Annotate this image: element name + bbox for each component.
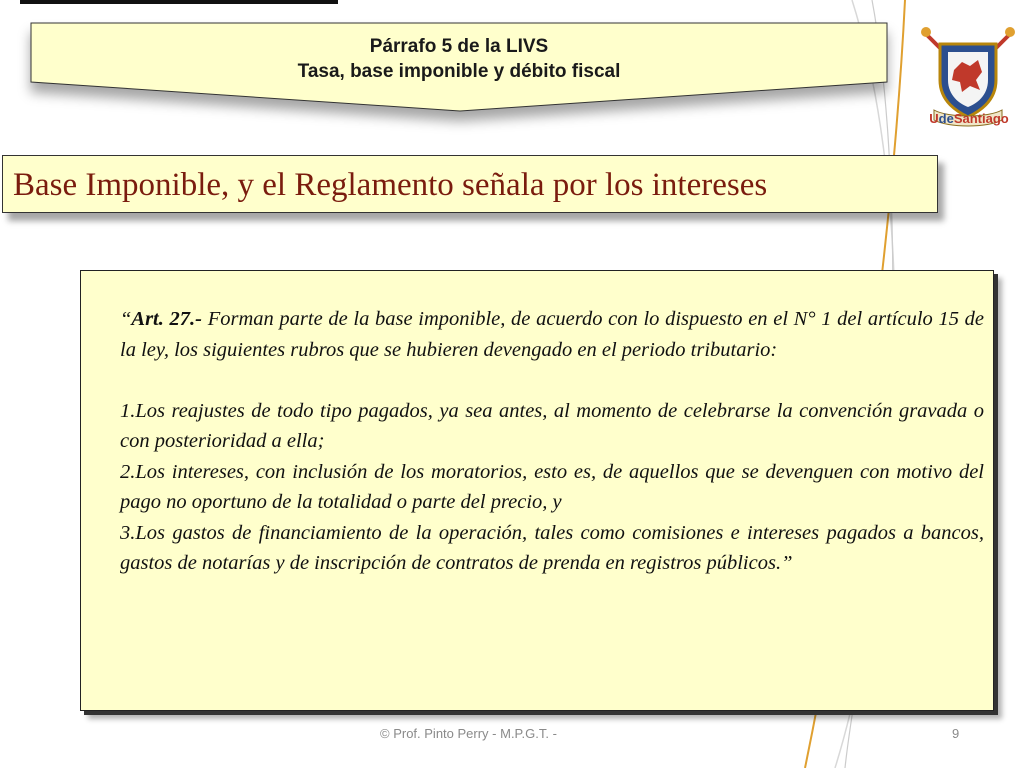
- slide-title: Base Imponible, y el Reglamento señala por los intereses: [13, 167, 768, 203]
- quote-open: “: [120, 308, 132, 330]
- article-label: Art. 27.-: [131, 308, 203, 330]
- article-intro-text: Forman parte de la base imponible, de acuerdo con lo dispuesto en el N° 1 del artículo 15 de la ley, los siguientes rubros que se hubieren devengado en el periodo tributario:: [120, 308, 984, 361]
- article-intro: [120, 304, 984, 365]
- top-rule: [20, 0, 338, 4]
- article-item-2: 2.Los intereses, con inclusión de los moratorios, esto es, de aquellos que se devenguen con motivo del pago no oportuno de la totalidad o parte del precio, y: [120, 460, 984, 513]
- slide-title-box: [2, 155, 938, 213]
- article-item-1: 1.Los reajustes de todo tipo pagados, ya sea antes, al momento de celebrarse la convención gravada o con posterioridad a ella;: [120, 399, 984, 452]
- university-name: UdeSantiago: [929, 111, 1009, 126]
- article-item-3: 3.Los gastos de financiamiento de la operación, tales como comisiones e intereses pagados a bancos, gastos de notarías y de inscripción de contratos de prenda en registros públicos.”: [120, 521, 984, 574]
- section-header-line2: Tasa, base imponible y débito fiscal: [297, 61, 621, 82]
- article-quote-box: [80, 270, 994, 711]
- section-header-line1: Párrafo 5 de la LIVS: [369, 36, 549, 57]
- section-header-callout: [30, 22, 888, 112]
- article-text: [120, 304, 984, 579]
- footer-credit: © Prof. Pinto Perry - M.P.G.T. -: [380, 726, 557, 741]
- page-number: 9: [952, 726, 960, 741]
